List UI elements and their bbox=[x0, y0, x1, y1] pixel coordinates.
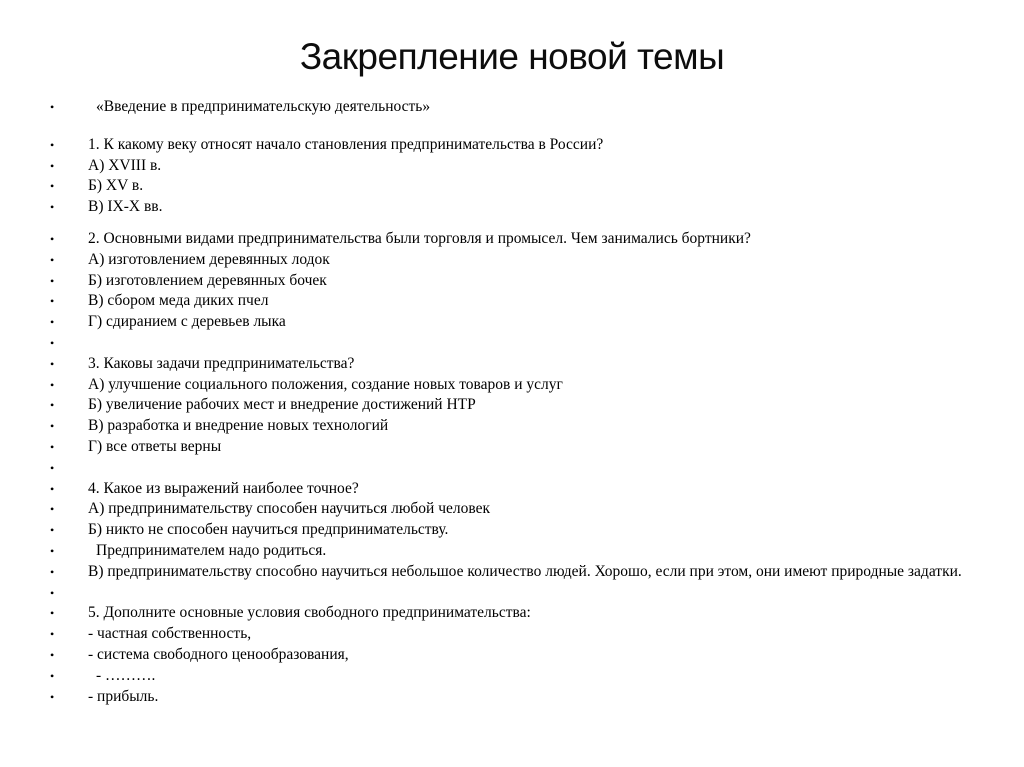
list-item bbox=[0, 458, 1024, 479]
bullet-marker: • bbox=[50, 606, 55, 621]
bullet-marker: • bbox=[50, 356, 55, 371]
list-item bbox=[0, 645, 1024, 666]
list-item-text: А) изготовлением деревянных лодок bbox=[88, 250, 330, 268]
bullet-marker: • bbox=[50, 100, 55, 114]
bullet-marker: • bbox=[50, 335, 55, 350]
list-item bbox=[0, 624, 1024, 645]
bullet-marker: • bbox=[50, 481, 55, 496]
list-item-text: - прибыль. bbox=[88, 687, 159, 705]
list-item-text: 4. Какое из выражений наиболее точное? bbox=[88, 479, 359, 497]
list-item bbox=[0, 271, 1024, 292]
list-item bbox=[0, 499, 1024, 520]
bullet-marker: • bbox=[50, 137, 55, 152]
list-item-text: Предпринимателем надо родиться. bbox=[96, 541, 327, 559]
list-item bbox=[0, 176, 1024, 197]
bullet-marker: • bbox=[50, 419, 55, 434]
list-item bbox=[0, 354, 1024, 375]
list-item-text: А) улучшение социального положения, создание новых товаров и услуг bbox=[88, 375, 563, 393]
list-item-text: Б) никто не способен научиться предпринимательству. bbox=[88, 521, 449, 539]
bullet-marker: • bbox=[50, 627, 55, 642]
blank-line bbox=[0, 118, 1024, 135]
slide-title: Закрепление новой темы bbox=[299, 36, 725, 77]
bullet-marker: • bbox=[50, 377, 55, 392]
bullet-marker: • bbox=[50, 252, 55, 267]
list-item-text: - ………. bbox=[96, 666, 156, 684]
list-item bbox=[0, 135, 1024, 156]
bullet-marker: • bbox=[50, 315, 55, 330]
list-item bbox=[0, 229, 1024, 250]
list-item bbox=[0, 520, 1024, 541]
list-item bbox=[0, 250, 1024, 271]
list-item-text: А) XVIII в. bbox=[88, 156, 162, 174]
list-item bbox=[0, 437, 1024, 458]
bullet-marker: • bbox=[50, 502, 55, 517]
list-item bbox=[0, 395, 1024, 416]
list-item-text: 5. Дополните основные условия свободного предпринимательства: bbox=[88, 604, 531, 622]
list-item bbox=[0, 97, 1024, 118]
list-item bbox=[0, 416, 1024, 437]
list-item-text: А) предпринимательству способен научиться любой человек bbox=[88, 500, 491, 518]
list-item bbox=[0, 583, 1024, 604]
list-item bbox=[0, 541, 1024, 562]
blank-line bbox=[0, 218, 1024, 229]
list-item-text: В) IX-X вв. bbox=[88, 198, 163, 216]
list-item-text: В) предпринимательству способно научиться небольшое количество людей. Хорошо, если при этом, они имеют природные задатки. bbox=[88, 562, 962, 580]
list-item-text: 1. К какому веку относят начало становления предпринимательства в России? bbox=[88, 135, 604, 153]
list-item-text: Б) увеличение рабочих мест и внедрение достижений НТР bbox=[88, 396, 476, 414]
bullet-marker: • bbox=[50, 158, 55, 173]
bullet-marker: • bbox=[50, 200, 55, 215]
list-item-text: В) разработка и внедрение новых технологий bbox=[88, 417, 389, 435]
list-item-text: - система свободного ценообразования, bbox=[88, 645, 349, 663]
bullet-marker: • bbox=[50, 564, 55, 579]
bullet-marker: • bbox=[50, 460, 55, 475]
list-item-text: «Введение в предпринимательскую деятельность» bbox=[96, 98, 431, 115]
list-item-text: 3. Каковы задачи предпринимательства? bbox=[88, 354, 355, 372]
bullet-marker: • bbox=[50, 647, 55, 662]
bullet-marker: • bbox=[50, 585, 55, 600]
list-item bbox=[0, 375, 1024, 396]
bullet-marker: • bbox=[50, 273, 55, 288]
list-item bbox=[0, 666, 1024, 687]
list-item-text: Г) все ответы верны bbox=[88, 437, 222, 455]
bullet-list bbox=[0, 97, 1024, 707]
list-item bbox=[0, 156, 1024, 177]
bullet-marker: • bbox=[50, 543, 55, 558]
list-item bbox=[0, 603, 1024, 624]
list-item bbox=[0, 479, 1024, 500]
list-item-text: Б) изготовлением деревянных бочек bbox=[88, 271, 327, 289]
list-item-text: Г) сдиранием с деревьев лыка bbox=[88, 313, 286, 331]
list-item-text: - частная собственность, bbox=[88, 625, 252, 643]
list-item-text: В) сбором меда диких пчел bbox=[88, 292, 269, 310]
list-item bbox=[0, 197, 1024, 218]
list-item bbox=[0, 291, 1024, 312]
bullet-marker: • bbox=[50, 231, 55, 246]
list-item bbox=[0, 312, 1024, 333]
list-item-text: Б) XV в. bbox=[88, 177, 144, 195]
list-item-text: 2. Основными видами предпринимательства были торговля и промысел. Чем занимались бортники? bbox=[88, 229, 751, 247]
bullet-marker: • bbox=[50, 668, 55, 683]
list-item bbox=[0, 562, 1024, 583]
bullet-marker: • bbox=[50, 523, 55, 538]
bullet-marker: • bbox=[50, 689, 55, 704]
list-item bbox=[0, 333, 1024, 354]
list-item bbox=[0, 687, 1024, 708]
bullet-marker: • bbox=[50, 439, 55, 454]
bullet-marker: • bbox=[50, 398, 55, 413]
bullet-marker: • bbox=[50, 294, 55, 309]
bullet-marker: • bbox=[50, 179, 55, 194]
